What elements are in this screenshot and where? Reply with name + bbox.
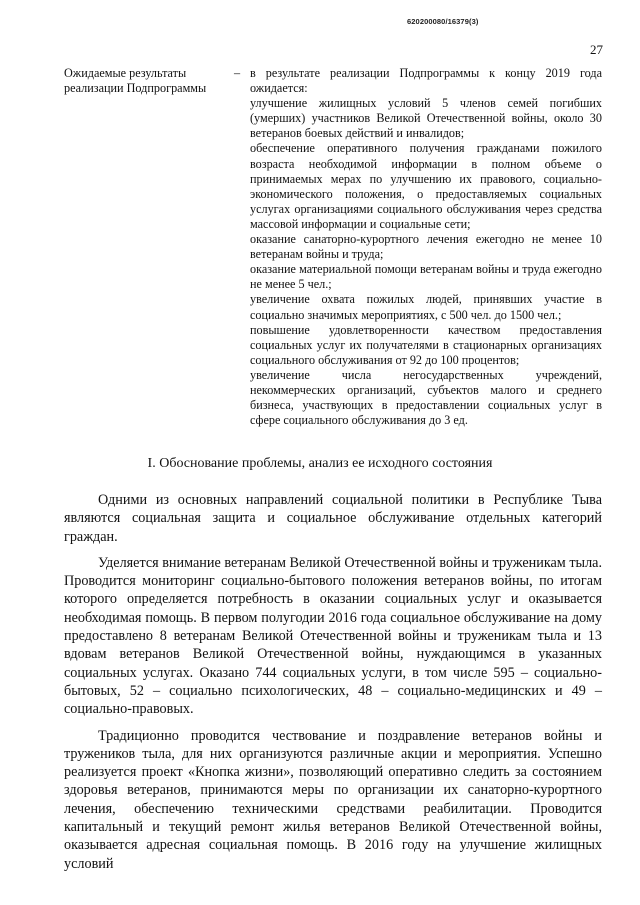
table-label: Ожидаемые результаты реализации Подпрограммы <box>64 66 207 96</box>
paragraph: Уделяется внимание ветеранам Великой Отечественной войны и труженикам тыла. Проводится мониторинг социально-бытового положения ветеранов войны, по итогам которого определяется потребность в оказании социальных услуг и оказывается необходимая помощь. В первом полугодии 2016 года социальное обслуживание на дому предоставлено 8 ветеранам Великой Отечественной войны и труженикам тыла и 13 вдовам ветеранов Великой Отечественной войны, нуждающимся в указанных социальных услугах. Оказано 744 социальных услуги, в том числе 595 – социально-бытовых, 52 – социально психологических, 48 – социально-медицинских и 49 – социально-правовых. <box>64 554 602 718</box>
result-item: улучшение жилищных условий 5 членов семей погибших (умерших) участников Великой Отечественной войны, около 30 ветеранов боевых действий и инвалидов; <box>250 96 602 141</box>
result-item: в результате реализации Подпрограммы к концу 2019 года ожидается: <box>250 66 602 96</box>
page-number: 27 <box>590 42 603 57</box>
result-item: увеличение числа негосударственных учреждений, некоммерческих организаций, субъектов малого и среднего бизнеса, участвующих в предоставлении социальных услуг в сфере социального обслуживания до 3 ед. <box>250 367 602 428</box>
table-dash: – <box>234 66 241 80</box>
section-heading: I. Обоснование проблемы, анализ ее исходного состояния <box>147 456 493 471</box>
result-item: увеличение охвата пожилых людей, принявших участие в социально значимых мероприятиях, с 500 чел. до 1500 чел.; <box>250 292 602 322</box>
document-code: 620200080/16379(3) <box>407 17 479 26</box>
result-item: оказание материальной помощи ветеранам войны и труда ежегодно не менее 5 чел.; <box>250 262 602 292</box>
paragraph: Традиционно проводится чествование и поздравление ветеранов войны и тружеников тыла, для них организуются различные акции и мероприятия. Успешно реализуется проект «Кнопка жизни», позволяющий оперативно следить за состоянием здоровья ветеранов, принимаются меры по организации их санаторно-курортного лечения, обеспечению техническими средствами реабилитации. Проводится капитальный и текущий ремонт жилья ветеранов Великой Отечественной войны, оказывается адресная социальная помощь. В 2016 году на улучшение жилищных условий <box>64 727 602 872</box>
paragraph: Одними из основных направлений социальной политики в Республике Тыва являются социальная защита и социальное обслуживание отдельных категорий граждан. <box>64 492 602 545</box>
result-item: обеспечение оперативного получения гражданами пожилого возраста необходимой информации в полном объеме о принимаемых мерах по улучшению их правового, социально-экономического положения, о предоставляемых социальных услугах организациями социального обслуживания через средства массовой информации и социальные сети; <box>250 141 602 231</box>
result-item: повышение удовлетворенности качеством предоставления социальных услуг их получателями в стационарных организациях социального обслуживания от 92 до 100 процентов; <box>250 322 602 367</box>
result-item: оказание санаторно-курортного лечения ежегодно не менее 10 ветеранам войны и труда; <box>250 232 602 262</box>
program-table <box>64 66 602 428</box>
section-body <box>64 491 602 881</box>
table-content <box>250 66 602 428</box>
